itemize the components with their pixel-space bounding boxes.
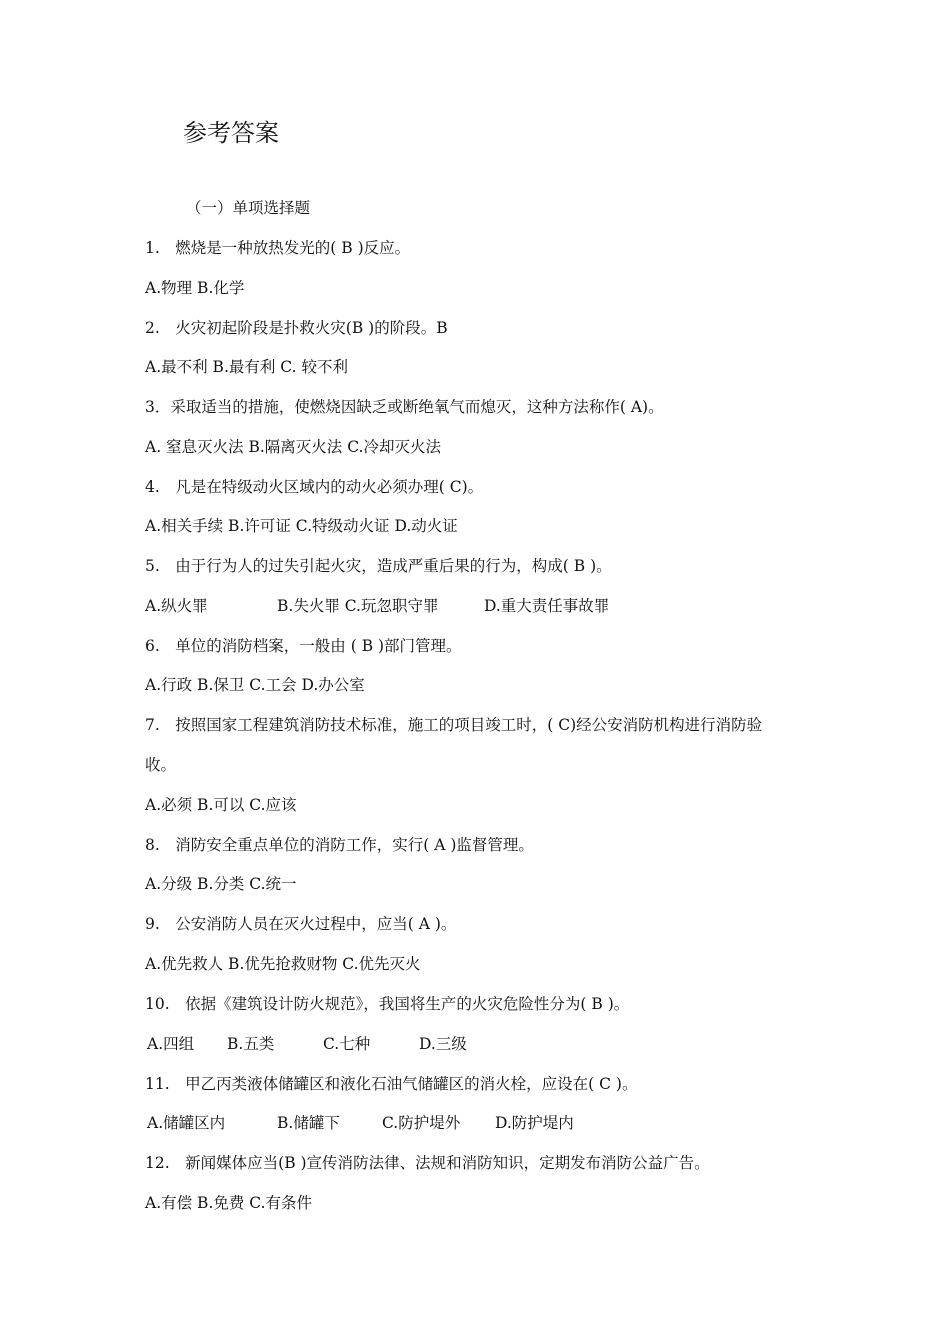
options-8: A.分级 B.分类 C.统一 bbox=[145, 875, 297, 893]
option-10a: A.四组 bbox=[147, 1035, 195, 1053]
question-3: 3．采取适当的措施，使燃烧因缺乏或断绝氧气而熄灭，这种方法称作( A)。 bbox=[145, 398, 664, 416]
option-11b: B.储罐下 bbox=[277, 1114, 340, 1132]
question-2: 2. 火灾初起阶段是扑救火灾(B )的阶段。B bbox=[145, 319, 448, 337]
options-5 bbox=[145, 595, 609, 617]
option-10d: D.三级 bbox=[419, 1035, 467, 1053]
options-10 bbox=[147, 1033, 467, 1055]
options-9: A.优先救人 B.优先抢救财物 C.优先灭火 bbox=[145, 955, 421, 973]
options-6: A.行政 B.保卫 C.工会 D.办公室 bbox=[145, 676, 365, 694]
question-7: 7. 按照国家工程建筑消防技术标准，施工的项目竣工时，( C)经公安消防机构进行消防验 bbox=[145, 716, 763, 734]
section-heading: （一）单项选择题 bbox=[186, 199, 311, 217]
options-1: A.物理 B.化学 bbox=[145, 279, 245, 297]
question-8: 8. 消防安全重点单位的消防工作，实行( A )监督管理。 bbox=[145, 836, 534, 854]
options-7: A.必须 B.可以 C.应该 bbox=[145, 796, 297, 814]
option-5a: A.纵火罪 bbox=[145, 597, 208, 615]
question-7-cont: 收。 bbox=[145, 756, 177, 774]
option-11d: D.防护堤内 bbox=[495, 1114, 574, 1132]
question-1: 1. 燃烧是一种放热发光的( B )反应。 bbox=[145, 239, 411, 257]
question-10: 10. 依据《建筑设计防火规范》，我国将生产的火灾危险性分为( B )。 bbox=[145, 995, 630, 1013]
page-title: 参考答案 bbox=[183, 119, 279, 147]
question-11: 11. 甲乙丙类液体储罐区和液化石油气储罐区的消火栓，应设在( C )。 bbox=[145, 1075, 638, 1093]
option-5d: D.重大责任事故罪 bbox=[484, 597, 610, 615]
question-12: 12. 新闻媒体应当(B )宣传消防法律、法规和消防知识，定期发布消防公益广告。 bbox=[145, 1154, 710, 1172]
option-11a: A.储罐区内 bbox=[147, 1114, 226, 1132]
question-4: 4. 凡是在特级动火区域内的动火必须办理( C)。 bbox=[145, 478, 484, 496]
options-2: A.最不利 B.最有利 C. 较不利 bbox=[145, 358, 348, 376]
option-10b: B.五类 bbox=[227, 1035, 275, 1053]
option-10c: C.七种 bbox=[323, 1035, 371, 1053]
question-5: 5. 由于行为人的过失引起火灾，造成严重后果的行为，构成( B )。 bbox=[145, 557, 612, 575]
question-9: 9. 公安消防人员在灭火过程中，应当( A )。 bbox=[145, 915, 457, 933]
options-3: A. 窒息灭火法 B.隔离灭火法 C.冷却灭火法 bbox=[145, 438, 441, 456]
options-4: A.相关手续 B.许可证 C.特级动火证 D.动火证 bbox=[145, 517, 458, 535]
options-12: A.有偿 B.免费 C.有条件 bbox=[145, 1194, 313, 1212]
option-11c: C.防护堤外 bbox=[382, 1114, 461, 1132]
options-11 bbox=[147, 1112, 574, 1134]
question-6: 6. 单位的消防档案，一般由 ( B )部门管理。 bbox=[145, 637, 462, 655]
option-5bc: B.失火罪 C.玩忽职守罪 bbox=[277, 597, 439, 615]
